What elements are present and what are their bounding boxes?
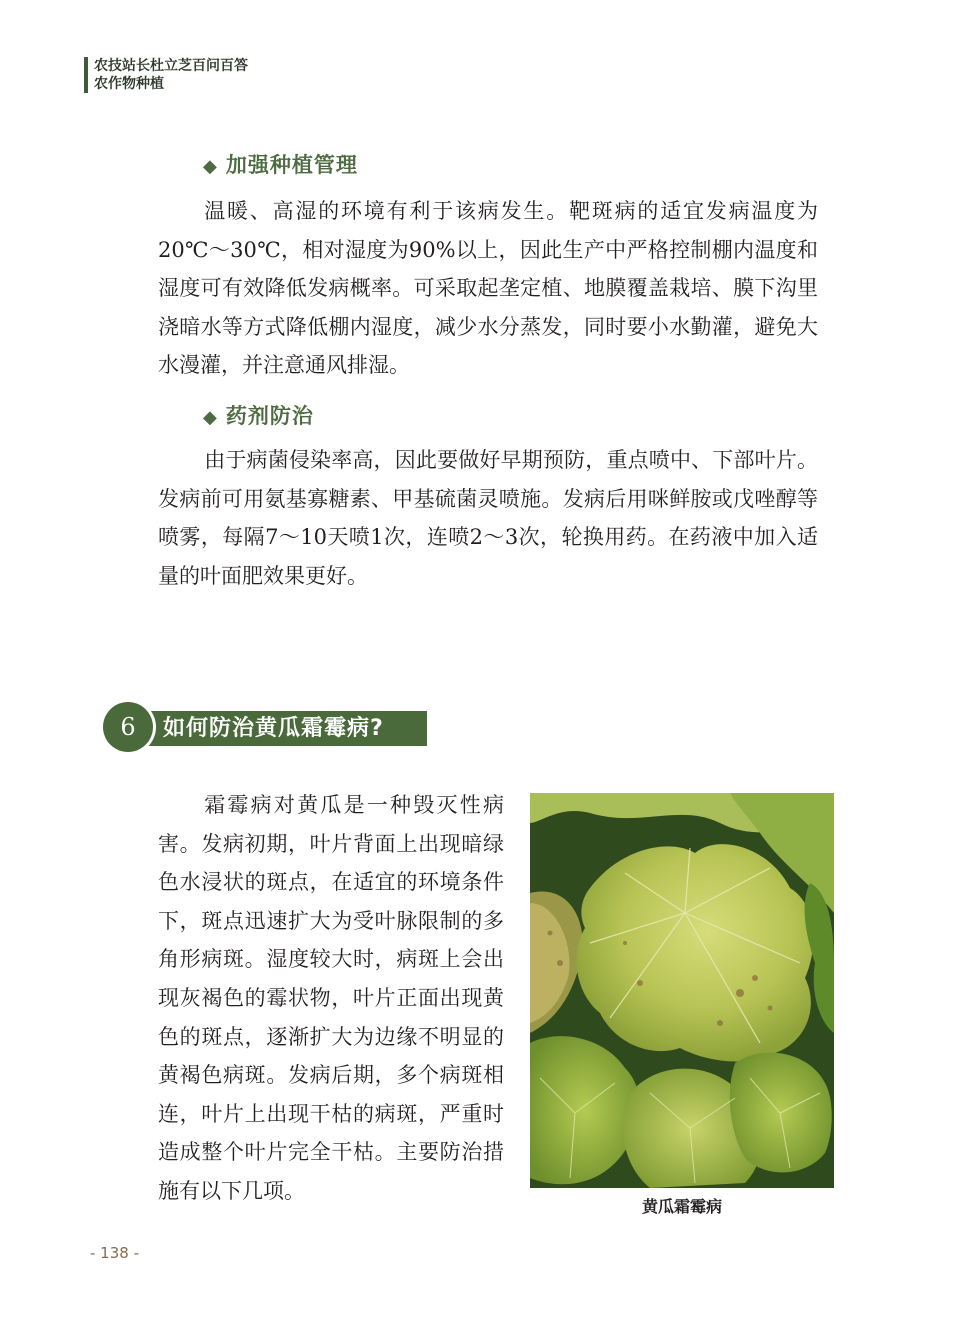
book-subtitle: 农作物种植 bbox=[94, 76, 164, 92]
paragraph-chemical-control: 由于病菌侵染率高，因此要做好早期预防，重点喷中、下部叶片。发病前可用氨基寡糖素、甲基硫菌灵喷施。发病后用咪鲜胺或戊唑醇等喷雾，每隔7～10天喷1次，连喷2～3次，轮换用药。在药液中加入适量的叶面肥效果更好。 bbox=[158, 448, 818, 588]
section-heading-text: 药剂防治 bbox=[225, 404, 314, 428]
question-number-badge: 6 bbox=[103, 702, 153, 752]
cucumber-leaf-photo bbox=[530, 793, 834, 1188]
paragraph-downy-mildew: 霜霉病对黄瓜是一种毁灭性病害。发病初期，叶片背面上出现暗绿色水浸状的斑点，在适宜的环境条件下，斑点迅速扩大为受叶脉限制的多角形病斑。湿度较大时，病斑上会出现灰褐色的霉状物，叶片正面出现黄色的斑点，逐渐扩大为边缘不明显的黄褐色病斑。发病后期，多个病斑相连，叶片上出现干枯的病斑，严重时造成整个叶片完全干枯。主要防治措施有以下几项。 bbox=[158, 793, 504, 1203]
page-number: - 138 - bbox=[90, 1244, 139, 1262]
section-heading-text: 加强种植管理 bbox=[225, 153, 358, 177]
paragraph-management: 温暖、高湿的环境有利于该病发生。靶斑病的适宜发病温度为20℃～30℃，相对湿度为90%以上，因此生产中严格控制棚内温度和湿度可有效降低发病概率。可采取起垄定植、地膜覆盖栽培、膜下沟里浇暗水等方式降低棚内湿度，减少水分蒸发，同时要小水勤灌，避免大水漫灌，并注意通风排湿。 bbox=[158, 199, 818, 378]
question-title: 如何防治黄瓜霜霉病? bbox=[143, 711, 427, 746]
running-header bbox=[84, 57, 248, 93]
diamond-bullet-icon: ◆ bbox=[203, 156, 218, 177]
question-heading bbox=[103, 702, 427, 752]
diamond-bullet-icon: ◆ bbox=[203, 407, 218, 428]
section-heading-chemical-control bbox=[203, 400, 314, 430]
figure-caption: 黄瓜霜霉病 bbox=[641, 1197, 722, 1216]
section-heading-management bbox=[203, 149, 358, 179]
book-title: 农技站长杜立芝百问百答 bbox=[94, 58, 248, 74]
